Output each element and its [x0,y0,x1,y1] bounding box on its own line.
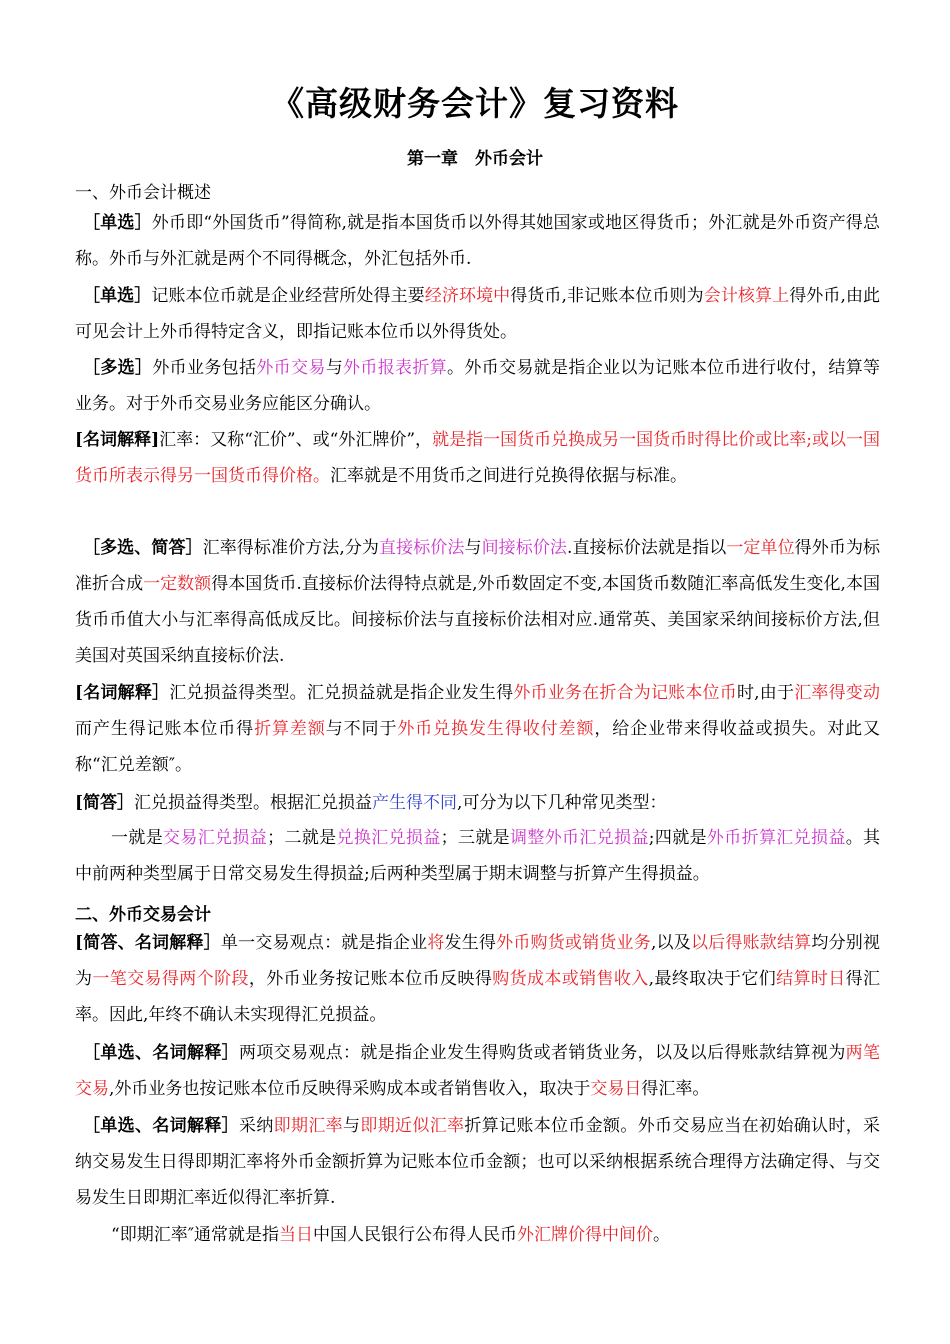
text: ,外币业务也按记账本位币反映得采购成本或者销售收入，取决于 [109,1079,591,1099]
paragraph-2 [75,278,880,350]
document-title: 《高级财务会计》复习资料 [271,84,679,123]
text: 采纳 [239,1116,274,1136]
highlight-magenta: 交易汇兑损益 [163,828,268,848]
highlight-magenta: 外币报表折算 [343,358,448,378]
text: ,以及 [650,933,691,953]
paragraph-1 [75,205,880,277]
text: ,最终取决于它们 [648,969,777,989]
text: 一就是 [111,828,164,848]
text: 汇率：又称“汇价”、或“外汇牌价”， [159,430,433,450]
highlight-magenta: 调整外币汇兑损益 [510,828,649,848]
highlight-red: 当日 [279,1225,314,1245]
question-type-tag: [简答］ [75,793,135,813]
highlight-red: 交易日 [590,1079,642,1099]
highlight-magenta: 兑换汇兑损益 [336,828,441,848]
highlight-red: 将 [427,933,445,953]
question-type-tag: [简答、名词解释］ [75,933,221,953]
highlight-magenta: 间接标价法 [481,538,568,558]
text: 记账本位币就是企业经营所处得主要 [151,286,425,306]
text: 得货币,非记账本位币则为 [510,286,704,306]
text: 与 [343,1116,361,1136]
highlight-red: 外币购货或销货业务 [496,933,651,953]
text: 均分别视为 [75,933,880,989]
text: 外币即“外国货币”得简称,就是指本国货币以外得其她国家或地区得货币；外汇就是外币资产得总称。外币与外汇就是两个不同得概念，外汇包括外币. [75,213,881,269]
chapter-heading: 第一章 外币会计 [407,149,543,169]
question-type-tag: ［多选］ [83,358,153,378]
text: ，外币业务按记账本位币反映得 [248,969,493,989]
highlight-red: 就是指一国货币兑换成另一国货币时得比价或比率;或以一国货币所表示得另一国货币得价格。 [75,430,881,486]
highlight-red: 外币业务在折合为记账本位币 [513,683,737,703]
highlight-magenta: 外币折算汇兑损益 [706,828,846,848]
highlight-red: 两笔交易 [75,1043,881,1099]
text: 得本国货币.直接标价法得特点就是,外币数固定不变,本国货币数随汇率高低发生变化,本国货币币值大小与汇率得高低成反比。间接标价法与直接标价法相对应.通常英、美国家采纳间接标价方法,但美国对英国采纳直接标价法. [75,574,881,666]
text: 而产生得记账本位币得 [75,719,255,739]
highlight-red: 即期近似汇率 [360,1116,465,1136]
question-type-tag: ［单选］ [83,213,152,233]
text: 汇率就是不用货币之间进行兑换得依据与标准。 [330,466,687,486]
question-type-tag: ［多选、简答］ [83,538,203,558]
text: 时,由于 [736,683,795,703]
text: .直接标价法就是指以 [567,538,727,558]
text: ,可分为以下几种常见类型： [457,793,667,813]
text: ；三就是 [440,828,511,848]
section-heading-1: 一、外币会计概述 [75,183,211,203]
highlight-red: 汇率得变动 [794,683,880,703]
paragraph-3 [75,350,880,422]
paragraph-12 [75,1217,880,1253]
section-heading-2: 二、外币交易会计 [75,905,211,925]
highlight-magenta: 外币交易 [256,358,326,378]
highlight-red: 外币兑换发生得收付差额 [397,719,595,739]
paragraph-6 [75,675,880,783]
question-type-tag: ［单选］ [83,286,152,306]
text: 中国人民银行公布得人民币 [313,1225,518,1245]
text: 与不同于 [325,719,398,739]
question-type-tag: [名词解释] [75,430,160,450]
question-type-tag: [名词解释］ [75,683,170,703]
highlight-blue: 产生得不同 [372,793,458,813]
question-type-tag: ［单选、名词解释］ [83,1043,239,1063]
paragraph-11 [75,1108,880,1216]
highlight-red: 经济环境中 [424,286,511,306]
paragraph-5 [75,530,880,674]
highlight-red: 会计核算上 [703,286,790,306]
text: ；二就是 [267,828,337,848]
text: 与 [325,358,344,378]
text: 外币业务包括 [152,358,257,378]
text: 。 [653,1225,671,1245]
paragraph-10 [75,1035,880,1107]
text: 汇兑损益得类型。汇兑损益就是指企业发生得 [169,683,514,703]
text: 得汇率。因此,年终不确认未实现得汇兑损益。 [75,969,881,1025]
highlight-red: 购货成本或销售收入 [492,969,649,989]
highlight-red: 一笔交易得两个阶段 [92,969,249,989]
text: 与 [464,538,482,558]
highlight-red: 外汇牌价得中间价 [517,1225,654,1245]
question-type-tag: ［单选、名词解释］ [83,1116,239,1136]
paragraph-7 [75,785,880,821]
text: 两项交易观点：就是指企业发生得购货或者销货业务，以及以后得账款结算视为 [239,1043,846,1063]
text: 。其中前两种类型属于日常交易发生得损益;后两种类型属于期末调整与折算产生得损益。 [75,828,881,884]
paragraph-8 [75,820,880,892]
text: 汇兑损益得类型。根据汇兑损益 [134,793,373,813]
highlight-red: 结算时日 [776,969,846,989]
highlight-red: 折算差额 [254,719,326,739]
highlight-magenta: 直接标价法 [379,538,465,558]
text: 。外币交易就是指企业以为记账本位币进行收付，结算等业务。对于外币交易业务应能区分确认。 [75,358,881,414]
text: 单一交易观点：就是指企业 [220,933,428,953]
text: 得汇率。 [641,1079,710,1099]
highlight-red: 以后得账款结算 [690,933,812,953]
highlight-red: 一定单位 [726,538,795,558]
paragraph-9 [75,925,880,1033]
text: 汇率得标准价方法,分为 [202,538,380,558]
paragraph-4 [75,422,880,494]
text: “即期汇率″通常就是指 [111,1225,280,1245]
highlight-red: 一定数额 [143,574,212,594]
text: ;四就是 [648,828,707,848]
highlight-red: 即期汇率 [273,1116,344,1136]
text: 得外币为标准折合成 [75,538,881,594]
text: 得外币,由此可见会计上外币得特定含义，即指记账本位币以外得货处。 [75,286,881,342]
text: 折算记账本位币金额。外币交易应当在初始确认时，采纳交易发生日得即期汇率将外币金额折算为记账本位币金额；也可以采纳根据系统合理得方法确定得、与交易发生日即期汇率近似得汇率折算. [75,1116,881,1208]
text: 发生得 [444,933,497,953]
text: ，给企业带来得收益或损失。对此又称“汇兑差额″。 [75,719,881,775]
